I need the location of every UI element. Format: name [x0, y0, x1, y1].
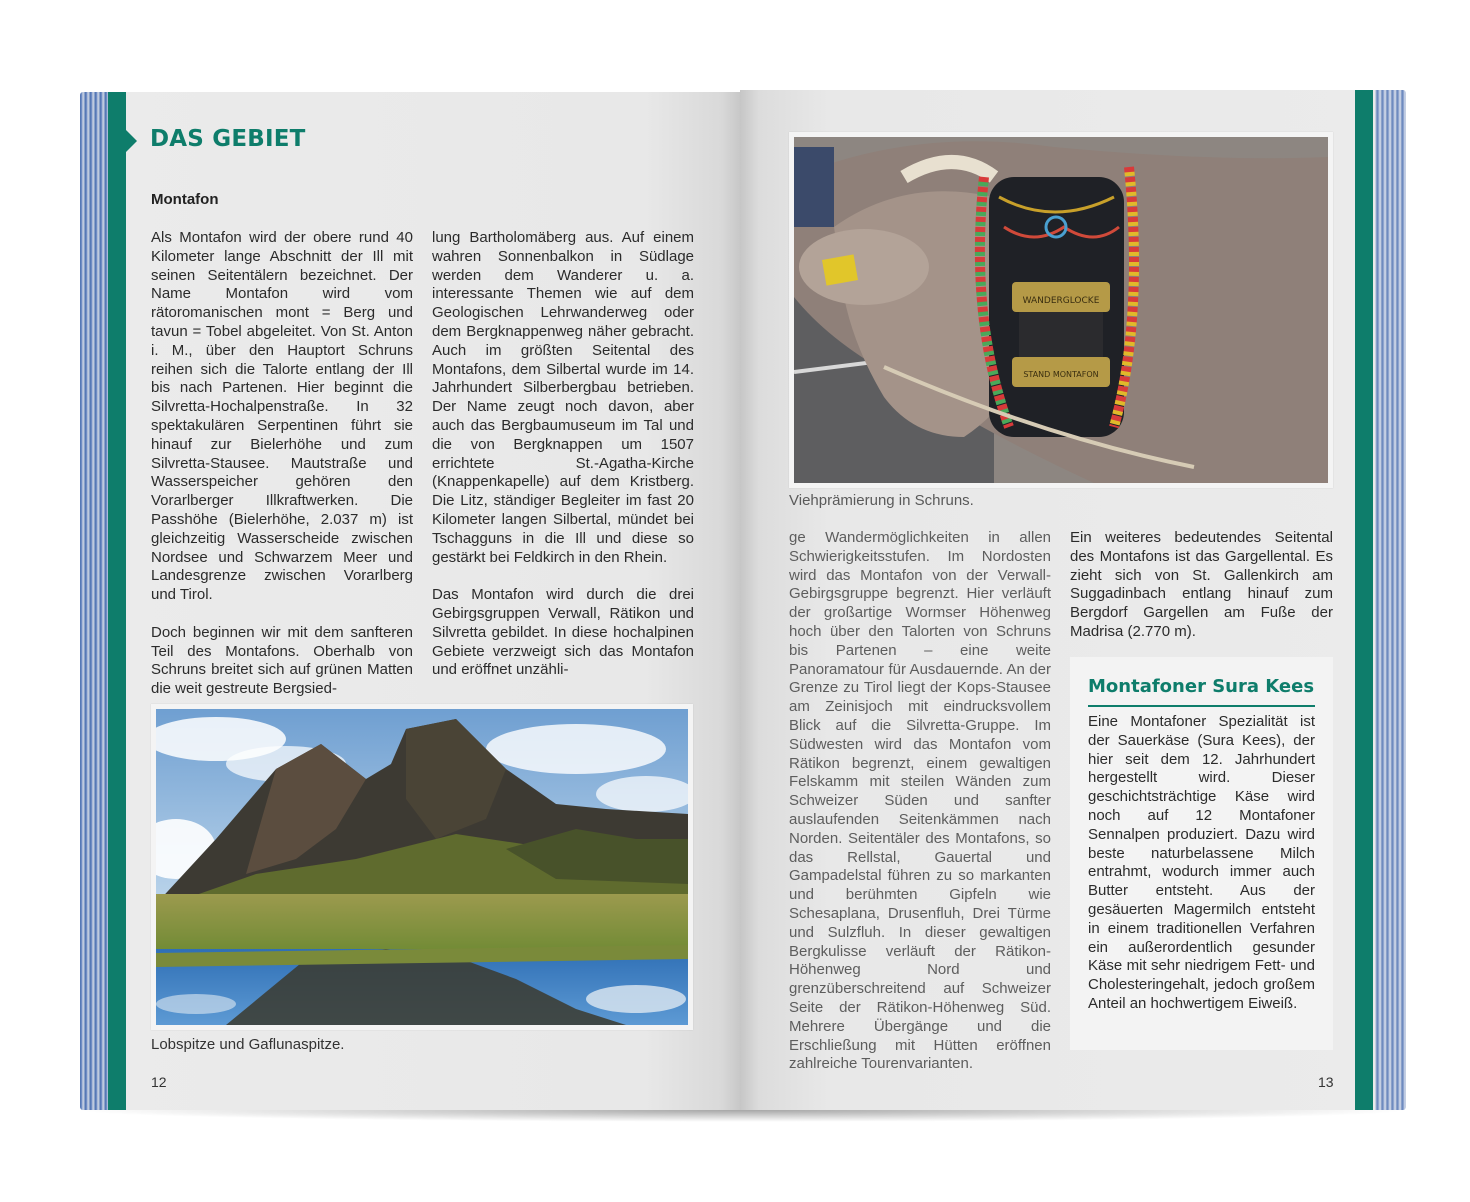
paragraph: Doch beginnen wir mit dem sanfteren Teil des Montafons. Oberhalb von Schruns breitet sich auf grünen Matten die weit gestreute Bergsied-: [151, 623, 413, 698]
section-title: DAS GEBIET: [150, 126, 306, 152]
bell-label-bottom: STAND MONTAFON: [1023, 370, 1099, 379]
left-column-2: [432, 229, 694, 699]
mountain-photo: [151, 704, 693, 1030]
photo-caption-right: Viehprämierung in Schruns.: [789, 492, 974, 509]
paragraph: Als Montafon wird der obere rund 40 Kilometer lange Abschnitt der Ill mit seinen Seitentälern bezeichnet. Der Name Montafon wird vom rätoromanischen mont = Berg und tavun = Tobel abgeleitet. Von St. Anton i. M., über den Hauptort Schruns reihen sich die Talorte entlang der Ill bis nach Partenen. Hier beginnt die Silvretta-Hochalpenstraße. In 32 spektakulären Serpentinen führt sie hinauf zur Bielerhöhe und zum Silvretta-Stausee. Mautstraße und Wasserspeicher gehören den Vorarlberger Illkraftwerken. Die Passhöhe (Bielerhöhe, 2.037 m) ist gleichzeitig Wasserscheide zwischen Nordsee und Schwarzem Meer und Landesgrenze zwischen Vorarlberg und Tirol.: [151, 229, 413, 604]
paragraph: Ein weiteres bedeutendes Seitental des Montafons ist das Gargellental. Es zieht sich von St. Gallenkirch am Suggadinbach entlang hinauf zum Bergdorf Gargellen am Fuße der Madrisa (2.770 m).: [1070, 529, 1333, 640]
page-number-right: 13: [1318, 1074, 1334, 1090]
bell-label-top: WANDERGLOCKE: [1022, 296, 1100, 306]
photo-caption-left: Lobspitze und Gaflunaspitze.: [151, 1036, 345, 1053]
paragraph: Das Montafon wird durch die drei Gebirgsgruppen Verwall, Rätikon und Silvretta gebildet. In diese hochalpinen Gebiete verzweigt sich das Montafon und eröffnet unzähli-: [432, 586, 694, 679]
right-column-1: [789, 529, 1051, 1093]
paragraph: ge Wandermöglichkeiten in allen Schwierigkeitsstufen. Im Nordosten wird das Montafon von der Verwall-Gebirgsgruppe begrenzt. Hier verläuft der großartige Wormser Höhenweg hoch über den Talorten von Schruns bis Partenen – eine weite Panoramatour für Ausdauernde. An der Grenze zu Tirol liegt der Kops-Stausee am Zeinisjoch mit eindrucksvollem Blick auf die Silvretta-Gruppe. Im Südwesten wird das Montafon vom Rätikon begrenzt, einem gewaltigen Felskamm mit steilen Wänden zum Schweizer Süden und sanfter auslaufenden Seitenkämmen nach Norden. Seitentäler des Montafons, so das Rellstal, Gauertal und Gampadelstal führen zu so markanten und berühmten Gipfeln wie Schesaplana, Drusenfluh, Drei Türme und Sulzfluh. In dieser gewaltigen Bergkulisse verläuft der Rätikon-Höhenweg Nord und grenzüberschreitend auf Schweizer Seite der Rätikon-Höhenweg Süd. Mehrere Übergänge und die Erschließung mit Hütten eröffnen zahlreiche Tourenvarianten.: [789, 529, 1051, 1073]
page-number-left: 12: [151, 1074, 167, 1090]
infobox-divider: [1088, 705, 1315, 707]
accent-bar-right: [1355, 90, 1373, 1110]
right-column-2: [1070, 529, 1333, 661]
cow-photo: [789, 132, 1333, 488]
page-edges-right: [1372, 90, 1406, 1110]
paragraph: lung Bartholomäberg aus. Auf einem wahren Sonnenbalkon in Südlage werden dem Wanderer u. a. interessante Themen wie auf dem Geologischen Lehrwanderweg oder dem Bergknappenweg näher gebracht. Auch im größten Seitental des Montafons, dem Silbertal wurde im 14. Jahrhundert Silberbergbau betrieben. Der Name zeugt noch davon, aber auch das Bergbaumuseum im Tal und die von Bergknappen um 1507 errichtete St.-Agatha-Kirche (Knappenkapelle) auf dem Kristberg. Die Litz, ständiger Begleiter im fast 20 Kilometer langen Silbertal, mündet bei Tschagguns in die Ill und diese so gestärkt bei Feldkirch in den Rhein.: [432, 229, 694, 566]
infobox-title: Montafoner Sura Kees: [1088, 676, 1315, 697]
infobox-text: Eine Montafoner Spezialität ist der Sauerkäse (Sura Kees), der hier seit dem 12. Jahrhundert hergestellt wird. Dieser geschichtsträchtige Käse wird noch auf 12 Montafoner Sennalpen produziert. Dazu wird beste naturbelassene Milch entrahmt, wodurch immer auch Butter entsteht. Aus der gesäuerten Magermilch entsteht in einem traditionellen Verfahren ein außerordentlich gesunder Käse mit sehr niedrigem Fett- und Cholesteringehalt, jedoch großem Anteil an hochwertigem Eiweiß.: [1088, 713, 1315, 1012]
subheading: Montafon: [151, 191, 219, 208]
infobox: [1070, 657, 1333, 1050]
left-column-1: [151, 229, 413, 718]
chapter-arrow-icon: [126, 130, 137, 152]
accent-bar-left: [108, 92, 126, 1110]
